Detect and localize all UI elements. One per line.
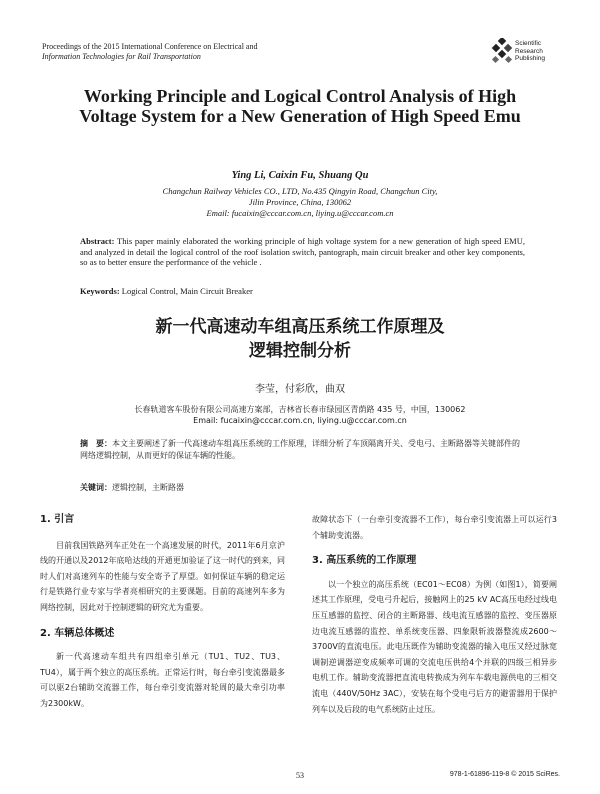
proceedings-header — [42, 42, 342, 62]
affiliation-english — [60, 186, 540, 219]
section-1-paragraph: 目前我国铁路列车正处在一个高速发展的时代，2011年6月京沪线的开通以及2012年底哈达线的开通更加验证了这一时代的到来，同时人们对高速列车的性能与安全寄予了厚望。如何保证车辆的稳定运行是铁路行业专家与学者亮相研究的主要课题。目前的高速列车多为网络控制，因此对于控制逻辑的研究尤为重要。 — [40, 540, 285, 612]
keywords-cn-label: 关键词： — [80, 483, 112, 492]
page-number: 53 — [296, 771, 304, 780]
email-chinese: Email: fucaixin@cccar.com.cn, liying.u@cccar.com.cn — [193, 416, 407, 425]
abstract-english — [80, 236, 525, 268]
keywords-label: Keywords: — [80, 286, 120, 296]
section-2-heading: 2. 车辆总体概述 — [40, 627, 115, 639]
title-cn-line-1: 新一代高速动车组高压系统工作原理及 — [155, 317, 445, 337]
section-2-continuation: 故障状态下（一台牵引变流器不工作），每台牵引变流器上可以运行3个辅助变流器。 — [312, 515, 557, 540]
title-cn-line-2: 逻辑控制分析 — [249, 341, 351, 361]
affiliation-line-1: Changchun Railway Vehicles CO., LTD, No.435 Qingyin Road, Changchun City, — [162, 186, 438, 196]
section-3-paragraph: 以一个独立的高压系统（EC01～EC08）为例（如图1），简要阐述其工作原理，受电弓升起后，接触网上的25 kV AC高压电经过线电压互感器的监控、闭合的主断路器、线电流互感器的监控、变压器原边电流互感器的监控、单系统变压器、四象限斩波器整流成2600～3700V的直流电压。此电压既作为辅助变流器的输入电压又经过脉宽调制逆调器逆变成频率可调的交流电压供给4个并联的四级三相异步电机工作。辅助变流器把直流电转换成为列车车载电源供电的三相交流电（440V/50Hz 3AC），安装在每个受电弓后方的避雷器用于保护列车以及后段的电气系统防止过压。 — [312, 579, 557, 714]
publisher-logo-icon — [490, 38, 514, 66]
affiliation-chinese — [60, 404, 540, 426]
body-right-column — [312, 512, 557, 717]
authors-english: Ying Li, Caixin Fu, Shuang Qu — [231, 170, 369, 181]
authors-chinese: 李莹，付彩欣，曲双 — [255, 384, 345, 395]
body-left-column — [40, 512, 285, 712]
proceedings-line-1: Proceedings of the 2015 International Conference on Electrical and — [42, 42, 258, 51]
keywords-chinese — [80, 482, 525, 493]
affiliation-cn-line: 长春轨道客车股份有限公司高速方案部，吉林省长春市绿园区青荫路 435 号，中国，130062 — [134, 405, 466, 414]
section-3-heading: 3. 高压系统的工作原理 — [312, 555, 417, 567]
email-english: Email: fucaixin@cccar.com.cn, liying.u@cccar.com.cn — [206, 208, 394, 218]
affiliation-line-2: Jilin Province, China, 130062 — [248, 197, 352, 207]
abstract-cn-text: 本文主要阐述了新一代高速动车组高压系统的工作原理，详细分析了车顶隔离开关、受电弓、主断路器等关键部件的网络逻辑控制，从而更好的保证车辆的性能。 — [80, 439, 520, 460]
keywords-english — [80, 286, 525, 296]
publisher-logo — [490, 36, 570, 70]
keywords-text: Logical Control, Main Circuit Breaker — [119, 286, 253, 296]
abstract-label: Abstract: — [80, 236, 115, 246]
abstract-text: This paper mainly elaborated the working principle of high voltage system for a new generation of high speed EMU, and analyzed in detail the logical control of the roof isolation switch, pantograph, main circuit breaker and other key components, so as to better ensure the performance of the vehicle . — [80, 236, 525, 267]
keywords-cn-text: 逻辑控制，主断路器 — [112, 483, 184, 492]
section-1-heading: 1. 引言 — [40, 514, 75, 525]
section-2-paragraph: 新一代高速动车组共有四组牵引单元（TU1、TU2、TU3、TU4），属于两个独立的高压系统。正常运行时，每台牵引变流器最多可以驱2台辅助交流器工作，每台牵引变流器对轮周的最大牵引功率为2300kW。 — [40, 652, 285, 708]
paper-title-english: Working Principle and Logical Control Analysis of High Voltage System for a New Generation of High Speed Emu — [79, 86, 521, 126]
abstract-cn-label: 摘 要： — [80, 439, 112, 448]
abstract-chinese — [80, 438, 525, 462]
paper-title-chinese — [60, 315, 540, 363]
proceedings-line-2: Information Technologies for Rail Transportation — [42, 52, 201, 61]
isbn-copyright: 978-1-61896-119-8 © 2015 SciRes. — [449, 771, 560, 778]
publisher-name: Scientific Research Publishing — [515, 40, 545, 62]
